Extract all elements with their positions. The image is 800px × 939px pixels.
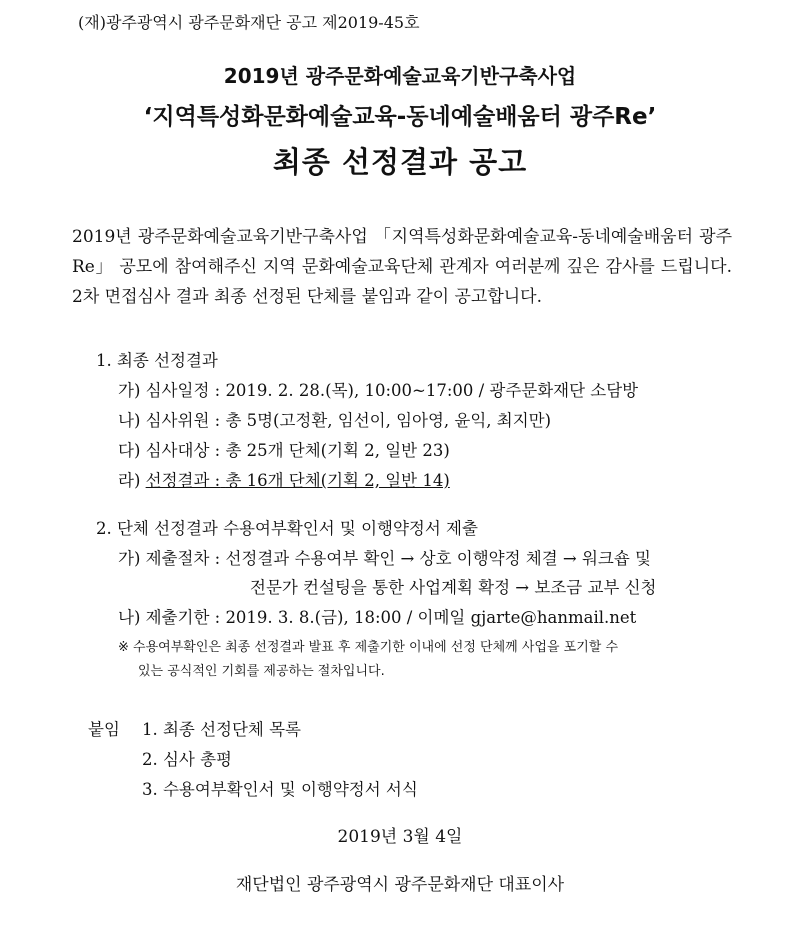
title-project: 2019년 광주문화예술교육기반구축사업 bbox=[223, 64, 577, 88]
deadline-item bbox=[118, 604, 636, 628]
targets-item bbox=[118, 437, 450, 461]
page-title: 최종 선정결과 공고 bbox=[272, 145, 528, 179]
title-program: ‘지역특성화문화예술교육-동네예술배움터 광주Re’ bbox=[143, 104, 657, 130]
schedule-value: 2019. 2. 28.(목), 10:00~17:00 / 광주문화재단 소담방 bbox=[225, 381, 639, 400]
note-line2: 있는 공식적인 기회를 제공하는 절차입니다. bbox=[138, 664, 385, 679]
attachment-item: 1. 최종 선정단체 목록 bbox=[142, 720, 301, 739]
targets-label: 다) 심사대상 : bbox=[118, 441, 221, 460]
note-line1: ※ 수용여부확인은 최종 선정결과 발표 후 제출기한 이내에 선정 단체께 사업을 포기할 수 bbox=[118, 640, 619, 655]
result-item bbox=[118, 467, 450, 491]
result-prefix: 라) bbox=[118, 471, 146, 490]
procedure-value-line2: 전문가 컨설팅을 통한 사업계획 확정 → 보조금 교부 신청 bbox=[250, 578, 657, 597]
section1-heading: 1. 최종 선정결과 bbox=[96, 351, 218, 370]
attachments-label: 붙임 bbox=[88, 720, 120, 739]
notice-number: (재)광주광역시 광주문화재단 공고 제2019-45호 bbox=[78, 13, 420, 32]
section2-heading: 2. 단체 선정결과 수용여부확인서 및 이행약정서 제출 bbox=[96, 519, 478, 538]
attachment-item: 2. 심사 총평 bbox=[142, 750, 232, 769]
notice-date: 2019년 3월 4일 bbox=[337, 827, 463, 847]
judges-value: 총 5명(고정환, 임선이, 임아영, 윤익, 최지만) bbox=[225, 411, 552, 430]
deadline-label: 나) 제출기한 : bbox=[118, 608, 221, 627]
schedule-item bbox=[118, 377, 638, 401]
deadline-value: 2019. 3. 8.(금), 18:00 / 이메일 gjarte@hanmail.net bbox=[225, 608, 637, 627]
judges-label: 나) 심사위원 : bbox=[118, 411, 221, 430]
result-value: 총 16개 단체(기획 2, 일반 14) bbox=[225, 471, 450, 490]
targets-value: 총 25개 단체(기획 2, 일반 23) bbox=[225, 441, 450, 460]
schedule-label: 가) 심사일정 : bbox=[118, 381, 221, 400]
result-label: 선정결과 : 총 16개 단체(기획 2, 일반 14) bbox=[145, 471, 450, 490]
procedure-value-line1: 선정결과 수용여부 확인 → 상호 이행약정 체결 → 워크숍 및 bbox=[225, 549, 651, 568]
attachment-item: 3. 수용여부확인서 및 이행약정서 서식 bbox=[142, 780, 418, 799]
intro-paragraph: 2019년 광주문화예술교육기반구축사업 「지역특성화문화예술교육-동네예술배움터 광주Re」 공모에 참여해주신 지역 문화예술교육단체 관계자 여러분께 깊은 감사를 드립니다. 2차 면접심사 결과 최종 선정된 단체를 붙임과 같이 공고합니다. bbox=[72, 227, 732, 307]
judges-item bbox=[118, 407, 551, 431]
procedure-label: 가) 제출절차 : bbox=[118, 549, 221, 568]
procedure-item bbox=[118, 545, 651, 569]
issuing-organization: 재단법인 광주광역시 광주문화재단 대표이사 bbox=[235, 875, 565, 895]
